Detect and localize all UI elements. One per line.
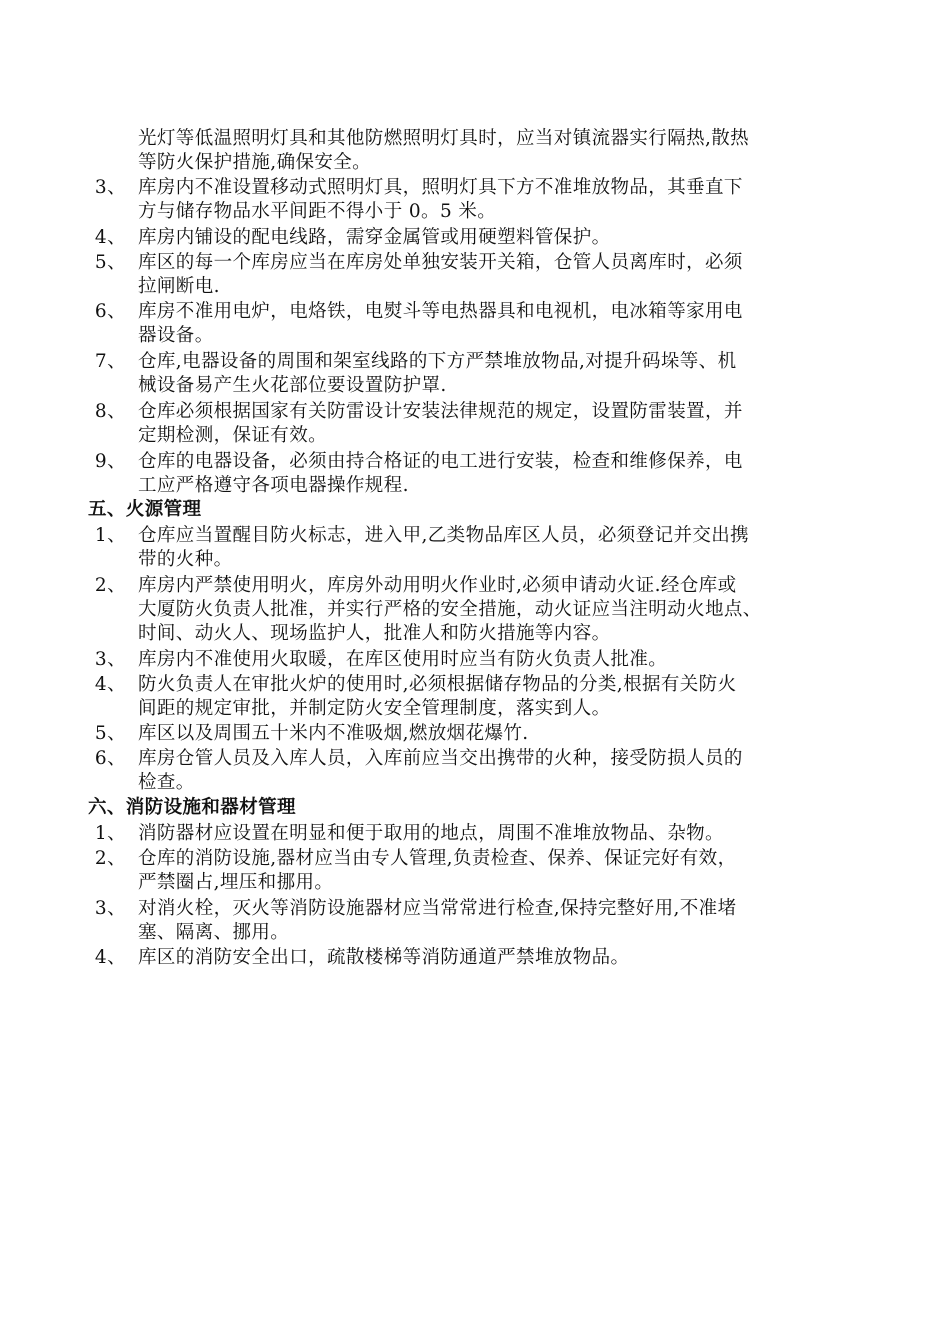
list-item-line: 器设备。	[138, 325, 214, 346]
list-item-line: 工应严格遵守各项电器操作规程.	[138, 475, 409, 496]
list-item-line: 库房内不准设置移动式照明灯具，照明灯具下方不准堆放物品，其垂直下	[138, 177, 743, 198]
list-item-line: 严禁圈占,埋压和挪用。	[138, 872, 334, 893]
list-item-line: 方与储存物品水平间距不得小于 0。5 米。	[138, 201, 497, 222]
paragraph-line: 等防火保护措施,确保安全。	[138, 152, 372, 173]
list-item-line: 库房内严禁使用明火，库房外动用明火作业时,必须申请动火证.经仓库或	[138, 575, 737, 596]
list-item-line: 库房不准用电炉，电烙铁，电熨斗等电热器具和电视机，电冰箱等家用电	[138, 301, 743, 322]
list-item-line: 库区以及周围五十米内不准吸烟,燃放烟花爆竹.	[138, 723, 529, 744]
list-item-line: 检查。	[138, 772, 195, 793]
list-item-line: 对消火栓，灭火等消防设施器材应当常常进行检查,保持完整好用,不准堵	[138, 898, 737, 919]
list-item-line: 消防器材应设置在明显和便于取用的地点，周围不准堆放物品、杂物。	[138, 823, 724, 844]
list-item-line: 库区的消防安全出口，疏散楼梯等消防通道严禁堆放物品。	[138, 947, 630, 968]
section-heading: 五、火源管理	[88, 499, 202, 520]
document-page: 光灯等低温照明灯具和其他防燃照明灯具时，应当对镇流器实行隔热,散热 等防火保护措施,确保安全。 3、 库房内不准设置移动式照明灯具，照明灯具下方不准堆放物品，其垂直下 方与储存物品水平间距不得小于 0。5 米。 4、 库房内铺设的配电线路，需穿金属管或用硬塑料管保护。 5、 库区的每一个库房应当在库房处单独安装开关箱，仓管人员离库时，必须 拉闸断电. 6、 库房不准用电炉，电烙铁，电熨斗等电热器具和电视机，电冰箱等家用电 器设备。 7、 仓库,电器设备的周围和架室线路的下方严禁堆放物品,对提升码垛等、机 械设备易产生火花部位要设置防护罩. 8、 仓库必须根据国家有关防雷设计安装法律规范的规定，设置防雷装置，并 定期检测，保证有效。 9、 仓库的电器设备，必须由持合格证的电工进行安装，检查和维修保养，电 工应严格遵守各项电器操作规程. 五、火源管理 1、 仓库应当置醒目防火标志，进入甲,乙类物品库区人员，必须登记并交出携 带的火种。 2、 库房内严禁使用明火，库房外动用明火作业时,必须申请动火证.经仓库或 大厦防火负责人批准，并实行严格的安全措施，动火证应当注明动火地点、 时间、动火人、现场监护人，批准人和防火措施等内容。 3、 库房内不准使用火取暖，在库区使用时应当有防火负责人批准。 4、 防火负责人在审批火炉的使用时,必须根据储存物品的分类,根据有关防火 间距的规定审批，并制定防火安全管理制度，落实到人。 5、 库区以及周围五十米内不准吸烟,燃放烟花爆竹. 6、 库房仓管人员及入库人员，入库前应当交出携带的火种，接受防损人员的 检查。 六、消防设施和器材管理 1、 消防器材应设置在明显和便于取用的地点，周围不准堆放物品、杂物。 2、 仓库的消防设施,器材应当由专人管理,负责检查、保养、保证完好有效， 严禁圈占,埋压和挪用。 3、 对消火栓，灭火等消防设施器材应当常常进行检查,保持完整好用,不准堵 塞、隔离、挪用。 4、 库区的消防安全出口，疏散楼梯等消防通道严禁堆放物品。	[88, 128, 762, 968]
list-item-line: 防火负责人在审批火炉的使用时,必须根据储存物品的分类,根据有关防火	[138, 674, 737, 695]
list-item-line: 仓库,电器设备的周围和架室线路的下方严禁堆放物品,对提升码垛等、机	[138, 351, 737, 372]
list-item-line: 间距的规定审批，并制定防火安全管理制度，落实到人。	[138, 698, 611, 719]
list-item-line: 大厦防火负责人批准，并实行严格的安全措施，动火证应当注明动火地点、	[138, 599, 762, 620]
list-item-line: 库区的每一个库房应当在库房处单独安装开关箱，仓管人员离库时，必须	[138, 252, 743, 273]
list-item-line: 库房仓管人员及入库人员，入库前应当交出携带的火种，接受防损人员的	[138, 748, 743, 769]
list-item-line: 仓库的电器设备，必须由持合格证的电工进行安装，检查和维修保养，电	[138, 451, 743, 472]
list-item-line: 定期检测，保证有效。	[138, 425, 328, 446]
list-item-line: 塞、隔离、挪用。	[138, 922, 290, 943]
list-item-line: 库房内铺设的配电线路，需穿金属管或用硬塑料管保护。	[138, 227, 611, 248]
list-item-line: 拉闸断电.	[138, 276, 220, 297]
list-item-line: 械设备易产生火花部位要设置防护罩.	[138, 375, 447, 396]
section-heading: 六、消防设施和器材管理	[88, 797, 296, 818]
list-item-line: 库房内不准使用火取暖，在库区使用时应当有防火负责人批准。	[138, 649, 668, 670]
list-item-line: 仓库的消防设施,器材应当由专人管理,负责检查、保养、保证完好有效，	[138, 848, 737, 869]
paragraph-line: 光灯等低温照明灯具和其他防燃照明灯具时，应当对镇流器实行隔热,散热	[138, 128, 750, 149]
list-item-line: 时间、动火人、现场监护人，批准人和防火措施等内容。	[138, 623, 611, 644]
list-item-line: 仓库应当置醒目防火标志，进入甲,乙类物品库区人员，必须登记并交出携	[138, 525, 750, 546]
list-item-line: 带的火种。	[138, 549, 233, 570]
list-item-line: 仓库必须根据国家有关防雷设计安装法律规范的规定，设置防雷装置，并	[138, 401, 743, 422]
